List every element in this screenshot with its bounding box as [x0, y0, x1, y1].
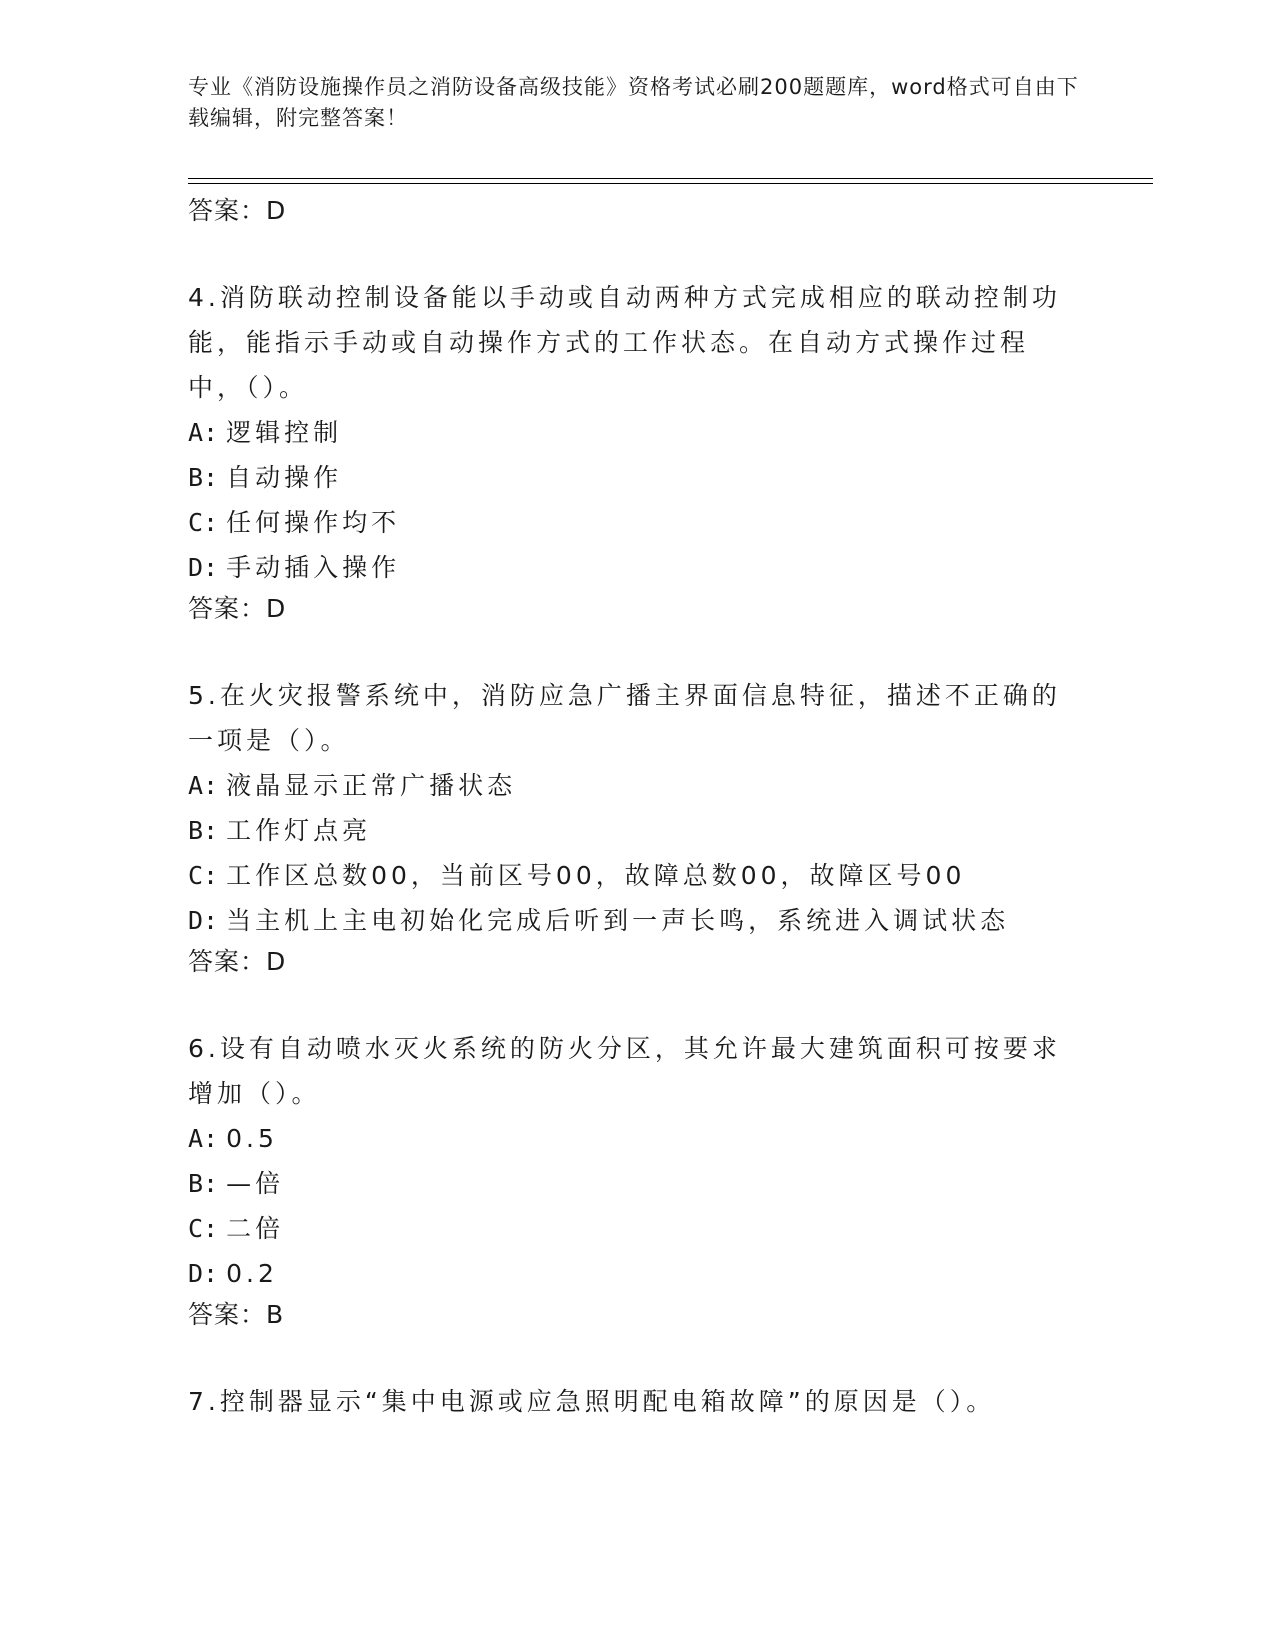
- option-text: 工作灯点亮: [226, 816, 372, 845]
- option-b: [188, 455, 1068, 500]
- option-text: 液晶显示正常广播状态: [226, 771, 517, 800]
- question-stem: 4.消防联动控制设备能以手动或自动两种方式完成相应的联动控制功能，能指示手动或自动操作方式的工作状态。在自动方式操作过程中，（）。: [188, 283, 1061, 402]
- option-text: —倍: [226, 1169, 285, 1198]
- question-stem: 6.设有自动喷水灭火系统的防火分区，其允许最大建筑面积可按要求增加（）。: [188, 1034, 1061, 1108]
- option-label: D:: [188, 906, 219, 935]
- option-label: C:: [188, 861, 219, 890]
- option-b: [188, 808, 1068, 853]
- answer: 答案：D: [188, 594, 287, 623]
- option-a: [188, 1116, 1068, 1161]
- option-text: 二倍: [226, 1214, 285, 1243]
- option-d: [188, 545, 1068, 590]
- answer: 答案：D: [188, 947, 287, 976]
- question-stem: 5.在火灾报警系统中，消防应急广播主界面信息特征，描述不正确的一项是（）。: [188, 681, 1061, 755]
- option-label: A:: [188, 418, 219, 447]
- option-b: [188, 1161, 1068, 1206]
- document-body: [188, 192, 1068, 1424]
- option-text: 0.2: [226, 1259, 278, 1288]
- question-7: [188, 1379, 1068, 1424]
- answer: 答案：B: [188, 1300, 285, 1329]
- option-label: C:: [188, 1214, 219, 1243]
- option-d: [188, 898, 1068, 943]
- option-c: [188, 500, 1068, 545]
- option-d: [188, 1251, 1068, 1296]
- option-label: B:: [188, 1169, 219, 1198]
- option-a: [188, 763, 1068, 808]
- option-c: [188, 1206, 1068, 1251]
- option-label: C:: [188, 508, 219, 537]
- question-stem: 7.控制器显示“集中电源或应急照明配电箱故障”的原因是（）。: [188, 1387, 996, 1416]
- option-text: 逻辑控制: [226, 418, 343, 447]
- option-label: B:: [188, 816, 219, 845]
- option-text: 自动操作: [226, 463, 343, 492]
- option-text: 工作区总数00，当前区号00，故障总数00，故障区号00: [226, 861, 966, 890]
- previous-answer: 答案：D: [188, 196, 287, 225]
- header-rule-top: [188, 178, 1153, 179]
- option-label: A:: [188, 1124, 219, 1153]
- question-6: [188, 1026, 1068, 1333]
- document-header: 专业《消防设施操作员之消防设备高级技能》资格考试必刷200题题库，word格式可自由下载编辑，附完整答案！: [188, 75, 1079, 130]
- option-label: D:: [188, 553, 219, 582]
- option-text: 任何操作均不: [226, 508, 401, 537]
- option-label: D:: [188, 1259, 219, 1288]
- question-5: [188, 673, 1068, 980]
- question-4: [188, 275, 1068, 627]
- option-text: 当主机上主电初始化完成后听到一声长鸣，系统进入调试状态: [226, 906, 1010, 935]
- option-c: [188, 853, 1068, 898]
- header-rule-bottom: [188, 183, 1153, 184]
- option-a: [188, 410, 1068, 455]
- option-label: A:: [188, 771, 219, 800]
- option-text: 手动插入操作: [226, 553, 401, 582]
- option-label: B:: [188, 463, 219, 492]
- option-text: 0.5: [226, 1124, 278, 1153]
